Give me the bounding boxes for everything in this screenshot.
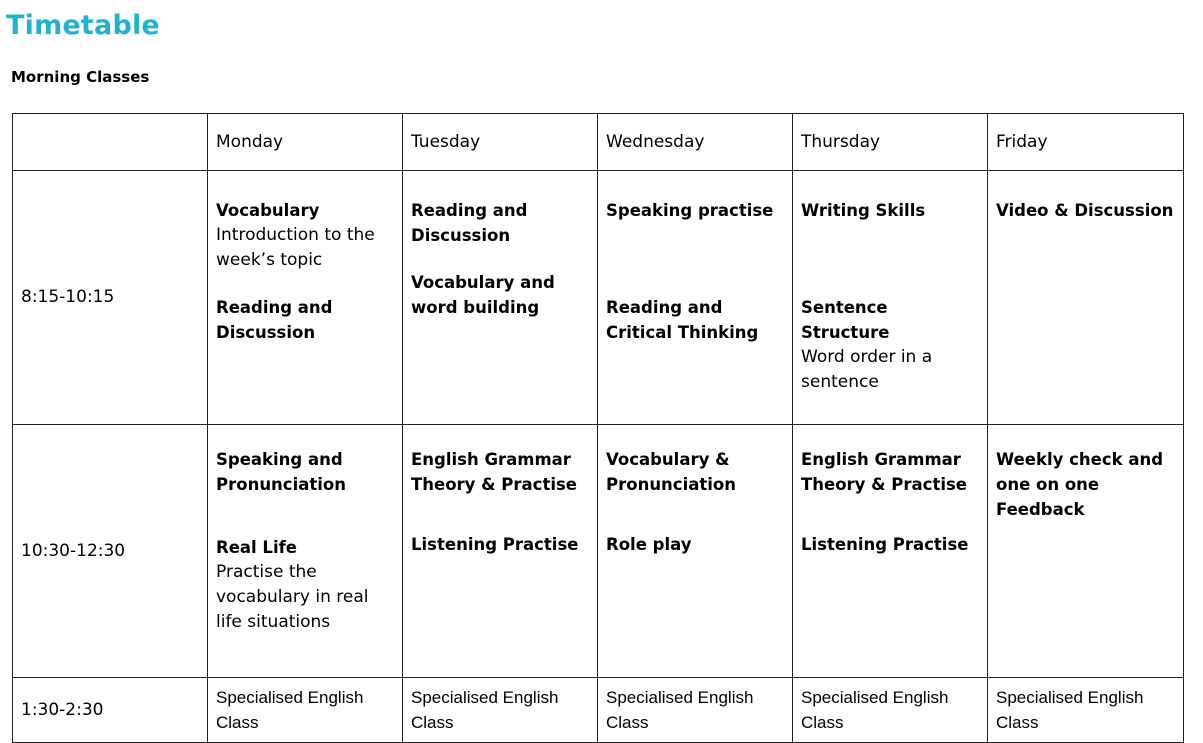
lesson-description: Word order in a sentence xyxy=(801,347,933,392)
corner-cell xyxy=(13,114,208,171)
day-header-wednesday: Wednesday xyxy=(598,114,793,171)
page-title: Timetable xyxy=(6,10,160,41)
class-cell-wednesday xyxy=(598,425,793,678)
lesson-heading: Speaking practise xyxy=(606,201,774,220)
class-cell-tuesday: Specialised English Class xyxy=(403,678,598,743)
lesson-heading: Video & Discussion xyxy=(996,201,1174,220)
day-header-monday: Monday xyxy=(208,114,403,171)
lesson-heading: Reading and Discussion xyxy=(411,201,528,245)
class-cell-wednesday: Specialised English Class xyxy=(598,678,793,743)
lesson-description: Introduction to the week’s topic xyxy=(216,225,375,270)
lesson-heading: Speaking and Pronunciation xyxy=(216,450,347,494)
lesson-heading: Sentence Structure xyxy=(801,298,890,342)
class-cell-tuesday xyxy=(403,171,598,425)
lesson-heading: Vocabulary xyxy=(216,201,320,220)
class-cell-thursday xyxy=(793,171,988,425)
class-cell-friday xyxy=(988,425,1184,678)
class-cell-thursday: Specialised English Class xyxy=(793,678,988,743)
lesson-heading: Vocabulary and word building xyxy=(411,273,555,317)
time-slot: 10:30-12:30 xyxy=(13,425,208,678)
lesson-heading: Listening Practise xyxy=(411,535,579,554)
lesson-heading: Writing Skills xyxy=(801,201,926,220)
class-cell-thursday xyxy=(793,425,988,678)
class-cell-monday xyxy=(208,171,403,425)
class-cell-monday xyxy=(208,425,403,678)
time-row xyxy=(13,425,1184,678)
time-slot: 8:15-10:15 xyxy=(13,171,208,425)
lesson-heading: Reading and Critical Thinking xyxy=(606,298,759,342)
lesson-heading: Reading and Discussion xyxy=(216,298,333,342)
lesson-heading: Listening Practise xyxy=(801,535,969,554)
time-row xyxy=(13,678,1184,743)
day-header-thursday: Thursday xyxy=(793,114,988,171)
class-cell-friday: Specialised English Class xyxy=(988,678,1184,743)
timetable xyxy=(12,113,1184,743)
class-cell-wednesday xyxy=(598,171,793,425)
time-row xyxy=(13,171,1184,425)
lesson-heading: English Grammar Theory & Practise xyxy=(801,450,967,494)
lesson-heading: Real Life xyxy=(216,538,297,557)
header-row xyxy=(13,114,1184,171)
class-cell-friday xyxy=(988,171,1184,425)
time-slot: 1:30-2:30 xyxy=(13,678,208,743)
lesson-description: Practise the vocabulary in real life situations xyxy=(216,562,369,632)
lesson-heading: Weekly check and one on one Feedback xyxy=(996,450,1164,519)
day-header-tuesday: Tuesday xyxy=(403,114,598,171)
day-header-friday: Friday xyxy=(988,114,1184,171)
lesson-heading: English Grammar Theory & Practise xyxy=(411,450,577,494)
class-cell-monday: Specialised English Class xyxy=(208,678,403,743)
lesson-heading: Vocabulary & Pronunciation xyxy=(606,450,737,494)
section-title: Morning Classes xyxy=(11,68,150,86)
lesson-heading: Role play xyxy=(606,535,692,554)
class-cell-tuesday xyxy=(403,425,598,678)
